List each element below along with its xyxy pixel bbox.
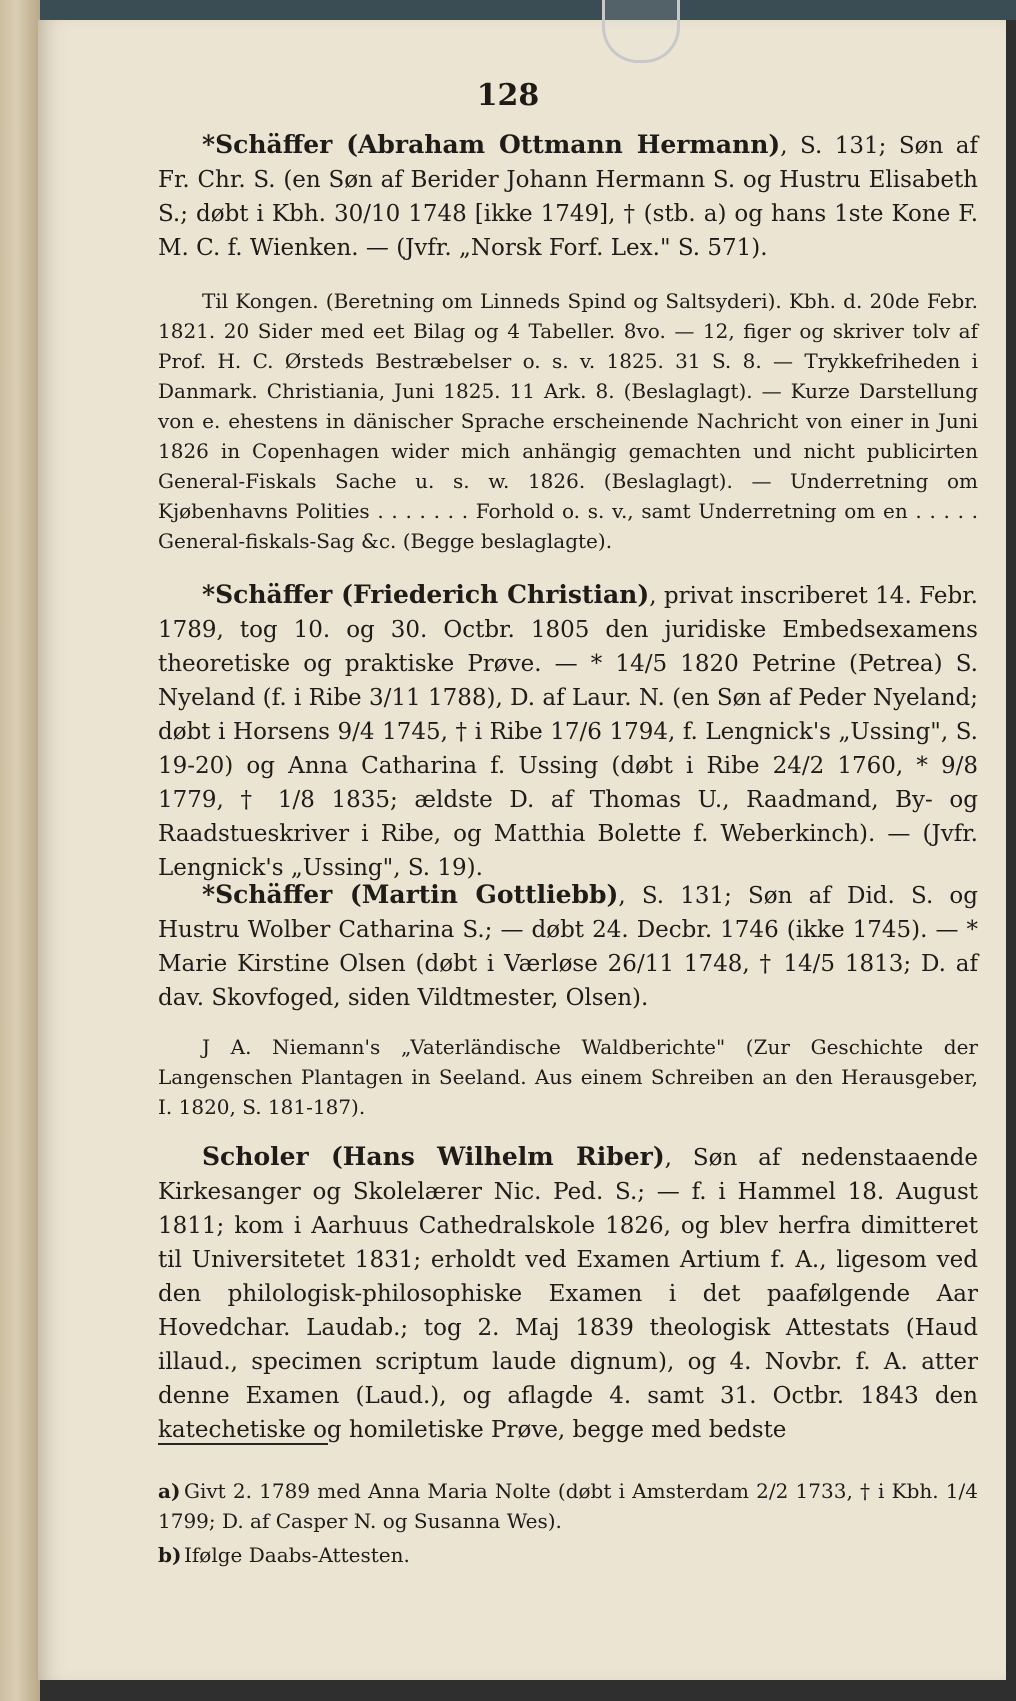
footnote-b [158,1540,978,1570]
entry-text: , S. 131; Søn af Fr. Chr. S. (en Søn af Berider Johann Hermann S. og Hustru Elisabeth S.; døbt i Kbh. 30/10 1748 [ikke 1749], † (stb. a) og hans 1ste Kone F. M. C. f. Wienken. — (Jvfr. „Norsk Forf. Lex." S. 571). [158,133,979,261]
entry-name: *Schäffer (Abraham Ottmann Hermann) [202,130,781,159]
footnote-label: a) [158,1479,181,1503]
footnote-label: b) [158,1543,182,1567]
note-text: Til Kongen. (Beretning om Linneds Spind og Saltsyderi). Kbh. d. 20de Febr. 1821. 20 Sider med eet Bilag og 4 Tabeller. 8vo. — 12, figer og skriver tolv af Prof. H. C. Ørsteds Bestræbelser o. s. v. 1825. 31 S. 8. — Trykkefriheden i Danmark. Christiania, Juni 1825. 11 Ark. 8. (Beslaglagt). — Kurze Darstellung von e. ehestens in dänischer Sprache erscheinende Nachricht von einer in Juni 1826 in Copenhagen wider mich anhängig gemachten und nicht publicirten General-Fiskals Sache u. s. w. 1826. (Beslaglagt). — Underretning om Kjøbenhavns Polities . . . . . . . Forhold o. s. v., samt Underretning om en . . . . . General-fiskals-Sag &c. (Begge beslaglagte). [158,289,978,553]
page-clip [602,0,680,63]
footnote-separator [158,1443,328,1445]
footnote-text: Ifølge Daabs-Attesten. [184,1543,410,1567]
entry-name: Scholer (Hans Wilhelm Riber) [202,1142,665,1171]
footnote-a [158,1476,978,1536]
entry-name: *Schäffer (Martin Gottliebb) [202,880,619,909]
entry-text: , privat inscriberet 14. Febr. 1789, tog 10. og 30. Octbr. 1805 den juridiske Embedsexamens theoretiske og praktiske Prøve. — * 14/5 1820 Petrine (Petrea) S. Nyeland (f. i Ribe 3/11 1788), D. af Laur. N. (en Søn af Peder Nyeland; døbt i Horsens 9/4 1745, † i Ribe 17/6 1794, f. Lengnick's „Ussing", S. 19-20) og Anna Catharina f. Ussing (døbt i Ribe 24/2 1760, * 9/8 1779, † 1/8 1835; ældste D. af Thomas U., Raadmand, By- og Raadstueskriver i Ribe, og Matthia Bolette f. Weberkinch). — (Jvfr. Lengnick's „Ussing", S. 19). [158,583,978,881]
entry-text: , S. 131; Søn af Did. S. og Hustru Wolber Catharina S.; — døbt 24. Decbr. 1746 (ikke 1745). — * Marie Kirstine Olsen (døbt i Værløse 26/11 1748, † 14/5 1813; D. af dav. Skovfoged, siden Vildtmester, Olsen). [158,883,978,1011]
entry-text: , Søn af nedenstaaende Kirkesanger og Skolelærer Nic. Ped. S.; — f. i Hammel 18. August 1811; kom i Aarhuus Cathedralskole 1826, og blev herfra dimitteret til Universitetet 1831; erholdt ved Examen Artium f. A., ligesom ved den philologisk-philosophiske Examen i det paafølgende Aar Hovedchar. Laudab.; tog 2. Maj 1839 theologisk Attestats (Haud illaud., specimen scriptum laude dignum), og 4. Novbr. f. A. atter denne Examen (Laud.), og aflagde 4. samt 31. Octbr. 1843 den katechetiske og homiletiske Prøve, begge med bedste [158,1145,978,1443]
note-text: J A. Niemann's „Vaterländische Waldberichte" (Zur Geschichte der Langenschen Plantagen in Seeland. Aus einem Schreiben an den Herausgeber, I. 1820, S. 181-187). [158,1035,978,1119]
footnote-text: Givt 2. 1789 med Anna Maria Nolte (døbt i Amsterdam 2/2 1733, † i Kbh. 1/4 1799; D. af Casper N. og Susanna Wes). [158,1479,978,1533]
bibliography-note [158,286,978,556]
entry-schaffer-martin [158,878,978,1015]
bibliography-note [158,1032,978,1122]
entry-scholer-hans [158,1140,978,1447]
book-spine [0,0,40,1701]
entry-schaffer-abraham [158,128,978,265]
entry-name: *Schäffer (Friederich Christian) [202,580,650,609]
entry-schaffer-friederich [158,578,978,885]
page-number: 128 [476,78,540,113]
scanner-top-edge [30,0,1016,20]
